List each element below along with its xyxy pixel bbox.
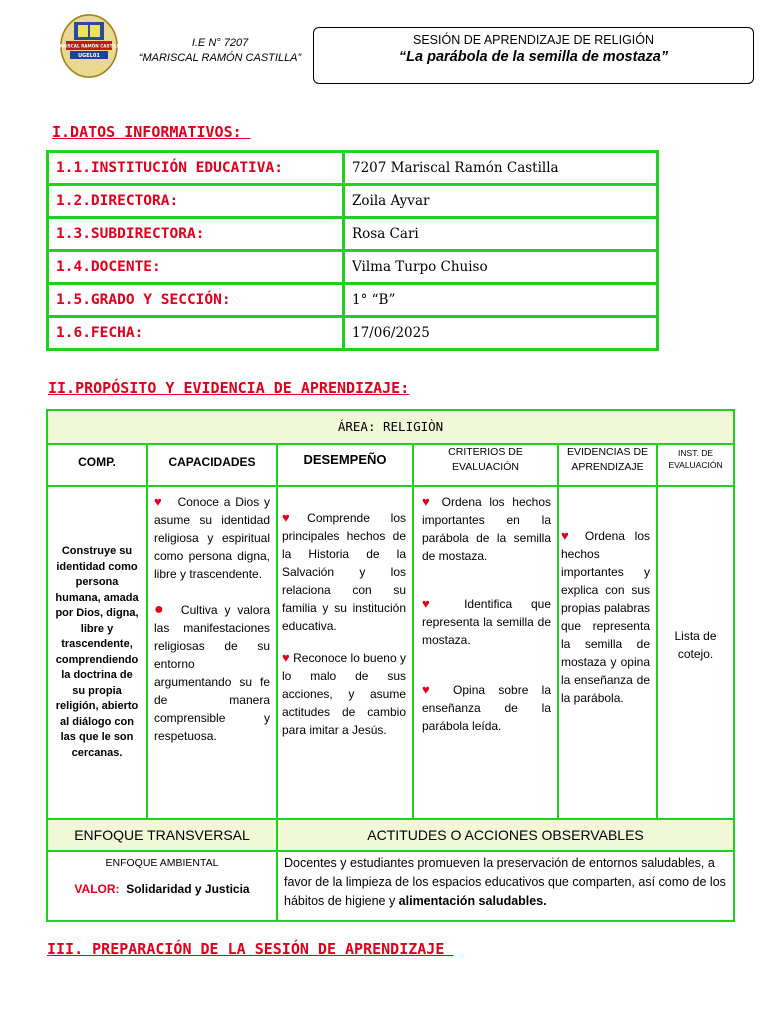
logo-text-top: MARISCAL RAMÓN CASTILLA xyxy=(55,43,123,49)
valor-text: Solidaridad y Justicia xyxy=(126,882,250,896)
heart-icon: ♥ xyxy=(561,528,576,543)
criterios-cell xyxy=(413,486,558,819)
school-name xyxy=(130,36,310,66)
enfoque-header: ENFOQUE TRANSVERSAL xyxy=(47,819,277,851)
criterio-item xyxy=(422,595,551,649)
actitudes-text: Docentes y estudiantes promueven la preservación de entornos saludables, a favor de la limpieza de los espacios educativos que comparten, así como de los hábitos de higiene y xyxy=(284,856,726,908)
header-comp: COMP. xyxy=(47,444,147,486)
enfoque-header-row xyxy=(47,819,734,851)
heart-icon: ♥ xyxy=(282,510,308,525)
criterio-text: Ordena los hechos importantes en la parábola de la semilla de mostaza. xyxy=(422,495,552,563)
header-capacidades: CAPACIDADES xyxy=(147,444,277,486)
school-logo xyxy=(55,14,123,78)
area-row xyxy=(47,410,734,444)
desempeno-item xyxy=(282,649,406,739)
actitudes-cell xyxy=(277,851,734,921)
heart-icon: ♥ xyxy=(154,494,164,509)
info-value: 1° “B” xyxy=(344,284,658,317)
section-1-title: I.DATOS INFORMATIVOS: xyxy=(52,123,251,141)
instrumento-text: Lista de cotejo. xyxy=(657,486,734,819)
heart-icon: ♥ xyxy=(422,682,440,697)
school-line-1: I.E N° 7207 xyxy=(191,37,249,49)
actitudes-header: ACTITUDES O ACCIONES OBSERVABLES xyxy=(277,819,734,851)
valor-label: VALOR: xyxy=(74,882,120,896)
area-header: ÁREA: RELIGIÒN xyxy=(47,410,734,444)
criterio-item xyxy=(422,681,551,735)
evidencia-text: Ordena los hechos importantes y explica con sus propias palabras que representa la semilla de mostaza y opina la enseñanza de la parábola. xyxy=(561,529,651,705)
dot-icon: ● xyxy=(154,601,168,618)
capacidad-text: Cultiva y valora las manifestaciones religiosas de su entorno argumentando su fe de manera comprensible y respetuosa. xyxy=(154,603,271,743)
content-row xyxy=(47,486,734,819)
info-value: 7207 Mariscal Ramón Castilla xyxy=(344,152,658,185)
session-title: SESIÓN DE APRENDIZAJE DE RELIGIÓN xyxy=(412,33,655,47)
heart-icon: ♥ xyxy=(422,494,435,509)
logo-text-mid: UGEL01 xyxy=(78,53,100,59)
column-header-row xyxy=(47,444,734,486)
header-evidencias: EVIDENCIAS DE APRENDIZAJE xyxy=(558,444,657,486)
desempeno-cell xyxy=(277,486,413,819)
session-title-box xyxy=(313,27,754,84)
evidencias-cell xyxy=(558,486,657,819)
info-row xyxy=(48,185,658,218)
info-label: 1.1.INSTITUCIÓN EDUCATIVA: xyxy=(48,152,344,185)
purpose-table xyxy=(46,409,735,922)
info-row xyxy=(48,152,658,185)
criterio-text: Opina sobre la enseñanza de la parábola leída. xyxy=(422,683,552,733)
info-table xyxy=(46,150,659,351)
info-row xyxy=(48,284,658,317)
info-row xyxy=(48,251,658,284)
header-instrumento: INST. DE EVALUACIÓN xyxy=(657,444,734,486)
enfoque-cell xyxy=(47,851,277,921)
desempeno-text: Comprende los principales hechos de la Historia de la Salvación y los relaciona con su familia y su institución educativa. xyxy=(282,511,406,633)
desempeno-item xyxy=(282,509,406,635)
info-label: 1.6.FECHA: xyxy=(48,317,344,350)
criterio-text: Identifica que representa la semilla de mostaza. xyxy=(422,597,551,647)
info-value: Zoila Ayvar xyxy=(344,185,658,218)
valor-line xyxy=(52,880,272,898)
actitudes-bold: alimentación saludables. xyxy=(398,894,547,908)
info-label: 1.5.GRADO Y SECCIÓN: xyxy=(48,284,344,317)
info-label: 1.3.SUBDIRECTORA: xyxy=(48,218,344,251)
info-row xyxy=(48,218,658,251)
section-2-title: II.PROPÓSITO Y EVIDENCIA DE APRENDIZAJE: xyxy=(48,379,410,397)
section-3-title: III. PREPARACIÓN DE LA SESIÓN DE APRENDIZAJE xyxy=(47,940,454,958)
capacidad-item xyxy=(154,601,270,745)
info-value: 17/06/2025 xyxy=(344,317,658,350)
info-label: 1.4.DOCENTE: xyxy=(48,251,344,284)
capacidades-cell xyxy=(147,486,277,819)
info-label: 1.2.DIRECTORA: xyxy=(48,185,344,218)
info-value: Vilma Turpo Chuiso xyxy=(344,251,658,284)
session-subtitle: “La parábola de la semilla de mostaza” xyxy=(398,49,669,65)
school-line-2: “MARISCAL RAMÓN CASTILLA” xyxy=(138,52,302,64)
heart-icon: ♥ xyxy=(282,650,290,665)
competencia-text: Construye su identidad como persona humana, amada por Dios, digna, libre y trascendente, comprendiendo la doctrina de su propia religión, abierto al diálogo con las que le son cercanas. xyxy=(47,486,147,819)
info-row xyxy=(48,317,658,350)
criterio-item xyxy=(422,493,551,565)
info-value: Rosa Cari xyxy=(344,218,658,251)
capacidad-item xyxy=(154,493,270,583)
enfoque-name: ENFOQUE AMBIENTAL xyxy=(105,857,219,869)
enfoque-row xyxy=(47,851,734,921)
header-desempeno: DESEMPEÑO xyxy=(277,444,413,486)
header-criterios: CRITERIOS DE EVALUACIÓN xyxy=(413,444,558,486)
capacidad-text: Conoce a Dios y asume su identidad religiosa y espiritual como persona digna, libre y trascendente. xyxy=(154,495,271,581)
desempeno-text: Reconoce lo bueno y lo malo de sus acciones, y asume actitudes de cambio para imitar a Jesús. xyxy=(282,651,406,737)
heart-icon: ♥ xyxy=(422,596,446,611)
